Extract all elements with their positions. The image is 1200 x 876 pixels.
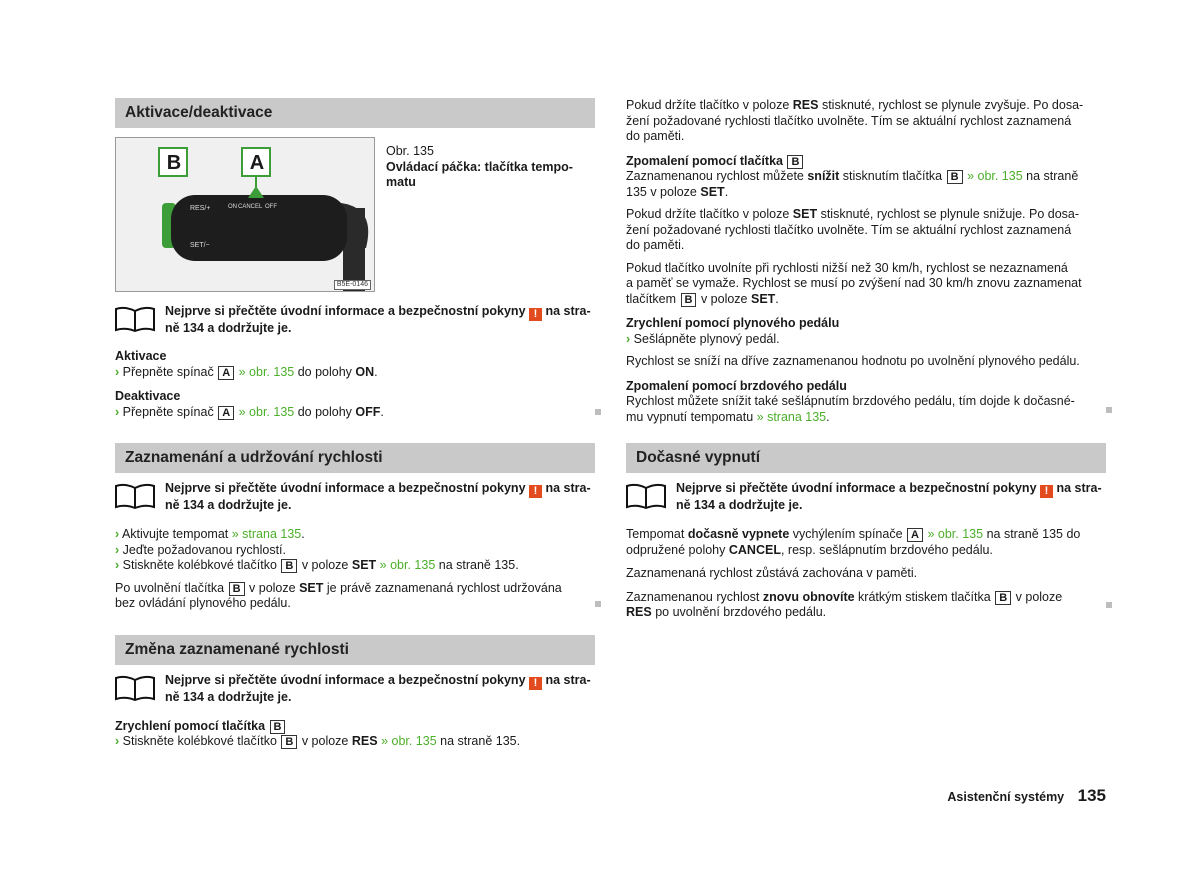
step-2: › Jeďte požadovanou rychlostí. [115, 542, 286, 557]
figure-caption [386, 144, 591, 191]
zmena-block [115, 719, 595, 750]
key-b: B [947, 170, 963, 184]
deaktivace-heading: Deaktivace [115, 389, 181, 403]
deaktivace-step: › Přepněte spínač A » obr. 135 do polohy OFF. [115, 404, 384, 419]
book-icon [115, 483, 155, 509]
key-a: A [218, 366, 234, 380]
figure-text-cancel: CANCEL [238, 204, 263, 210]
warning-icon: ! [529, 677, 542, 690]
book-icon [115, 675, 155, 701]
key-a: A [218, 406, 234, 420]
book-icon [626, 483, 666, 509]
figure-text-set: SET/− [190, 242, 210, 249]
plyn-block: Zrychlení pomocí plynového pedálu › Sešlápněte plynový pedál. [626, 316, 1106, 347]
zaznamenani-steps [115, 527, 595, 574]
speed-limit-paragraph: Pokud tlačítko uvolníte při rychlosti nižší než 30 km/h, rychlost se nezaznamená a paměť se vymaže. Rychlost se musí po zvýšení nad 30 km/h znovu zaznamenat tlačítkem B v poloze SET. [626, 260, 1082, 306]
note-text-line2: ně 134 a dodržujte je. [165, 321, 292, 335]
safety-note-3: Nejprve si přečtěte úvodní informace a bezpečnostní pokyny ! na stra- ně 134 a dodržujte je. [115, 673, 595, 707]
link-obr-135[interactable]: » obr. 135 [379, 558, 436, 572]
end-marker [595, 601, 601, 607]
section-heading-docasne: Dočasné vypnutí [626, 443, 1106, 473]
warning-icon: ! [529, 308, 542, 321]
key-b: B [681, 293, 697, 307]
key-b: B [281, 559, 297, 573]
figure-row [115, 137, 595, 293]
note-text-end: na stra- [545, 304, 591, 318]
link-obr-135[interactable]: » obr. 135 [927, 527, 984, 541]
brzda-heading: Zpomalení pomocí brzdového pedálu [626, 378, 847, 393]
aktivace-step: › Přepněte spínač A » obr. 135 do polohy ON. [115, 364, 378, 379]
figure-label-b: B [166, 152, 182, 174]
aktivace-heading: Aktivace [115, 349, 167, 363]
page-number: 135 [1077, 786, 1106, 805]
plyn-heading: Zrychlení pomocí plynového pedálu [626, 316, 840, 330]
figure-caption-number: Obr. 135 [386, 144, 434, 158]
right-column [626, 98, 1106, 621]
section-heading-zmena: Změna zaznamenané rychlosti [115, 635, 595, 665]
link-obr-135[interactable]: » obr. 135 [238, 364, 295, 379]
figure-text-off: OFF [265, 204, 277, 210]
figure-text-res: RES/+ [190, 205, 211, 212]
warning-icon: ! [1040, 485, 1053, 498]
docasne-paragraph-2: Zaznamenaná rychlost zůstává zachována v paměti. [626, 566, 918, 580]
footer-chapter-title: Asistenční systémy [947, 790, 1065, 804]
key-b: B [995, 591, 1011, 605]
safety-note-1 [115, 304, 595, 338]
figure-caption-text-2: matu [386, 175, 416, 189]
docasne-paragraph-1: Tempomat dočasně vypnete vychýlením spínače A » obr. 135 na straně 135 do odpružené polohy CANCEL, resp. sešlápnutím brzdového pedálu. [626, 527, 1081, 557]
aktivace-block [115, 349, 595, 380]
step-3: › Stiskněte kolébkové tlačítko B v poloze SET » obr. 135 na straně 135. [115, 558, 519, 572]
plyn-paragraph: Rychlost se sníží na dříve zaznamenanou hodnotu po uvolnění plynového pedálu. [626, 354, 1080, 368]
key-b: B [281, 735, 297, 749]
brzda-block: Zpomalení pomocí brzdového pedálu Rychlost můžete snížit také sešlápnutím brzdového pedálu, tím dojde k dočasné- mu vypnutí tempomatu » strana 135. [626, 379, 1106, 426]
left-column [115, 98, 595, 750]
link-obr-135[interactable]: » obr. 135 [967, 169, 1023, 183]
book-icon [115, 306, 155, 332]
zpomaleni-heading: Zpomalení pomocí tlačítka B [626, 154, 1106, 170]
note-text: Nejprve si přečtěte úvodní informace a bezpečnostní pokyny [165, 304, 526, 318]
figure-code: B5E-0146 [334, 280, 371, 290]
end-marker [1106, 602, 1112, 608]
key-b: B [787, 155, 803, 169]
end-marker [595, 409, 601, 415]
set-paragraph: Pokud držíte tlačítko v poloze SET stisknuté, rychlost se plynule snižuje. Po dosa- žení požadované rychlosti tlačítko uvolněte. Tím se aktuální rychlost zaznamená do paměti. [626, 207, 1080, 252]
link-strana-135[interactable]: » strana 135 [231, 527, 302, 541]
link-obr-135[interactable]: » obr. 135 [238, 404, 295, 419]
docasne-paragraph-3: Zaznamenanou rychlost znovu obnovíte krátkým stiskem tlačítka B v poloze RES po uvolnění brzdového pedálu. [626, 590, 1106, 621]
zpomaleni-block: Zpomalení pomocí tlačítka B Zaznamenanou rychlost můžete snížit stisknutím tlačítka B » obr. 135 na straně 135 v poloze SET. [626, 154, 1106, 201]
page-footer [947, 788, 1106, 806]
figure-label-a: A [249, 152, 265, 174]
safety-note-2: Nejprve si přečtěte úvodní informace a bezpečnostní pokyny ! na stra- ně 134 a dodržujte je. [115, 481, 595, 515]
res-paragraph: Pokud držíte tlačítko v poloze RES stisknuté, rychlost se plynule zvyšuje. Po dosa- žení požadované rychlosti tlačítko uvolněte. Tím se aktuální rychlost zaznamená do paměti. [626, 98, 1084, 143]
link-strana-135[interactable]: » strana 135 [756, 409, 827, 424]
link-obr-135[interactable]: » obr. 135 [381, 734, 437, 748]
end-marker [1106, 407, 1112, 413]
deaktivace-block [115, 389, 595, 420]
figure-text-on: ON [228, 204, 237, 210]
step-1: › Aktivujte tempomat » strana 135. [115, 527, 305, 541]
zmena-step: › Stiskněte kolébkové tlačítko B v poloze RES » obr. 135 na straně 135. [115, 734, 521, 748]
key-b: B [270, 720, 286, 734]
section-heading-zaznamenani: Zaznamenání a udržování rychlosti [115, 443, 595, 473]
figure-caption-text-1: Ovládací páčka: tlačítka tempo- [386, 159, 573, 174]
zmena-heading: Zrychlení pomocí tlačítka B [115, 719, 595, 735]
key-a: A [907, 528, 923, 542]
figure-image [115, 137, 375, 292]
section-heading-aktivace: Aktivace/deaktivace [115, 98, 595, 128]
key-b: B [229, 582, 245, 596]
safety-note-4: Nejprve si přečtěte úvodní informace a bezpečnostní pokyny ! na stra- ně 134 a dodržujte je. [626, 481, 1106, 515]
warning-icon: ! [529, 485, 542, 498]
zaznamenani-paragraph: Po uvolnění tlačítka B v poloze SET je právě zaznamenaná rychlost udržována bez ovládání plynového pedálu. [115, 581, 595, 612]
